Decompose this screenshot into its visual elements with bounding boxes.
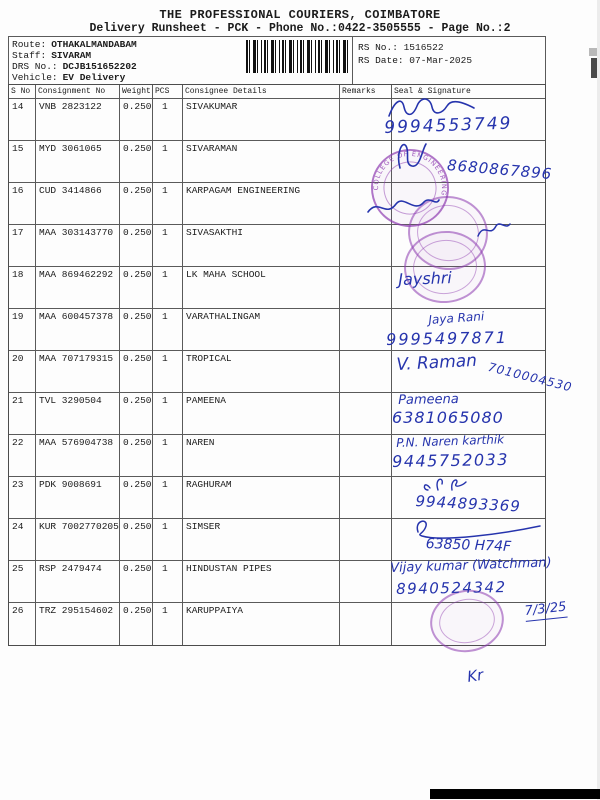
signature-scribble xyxy=(420,476,468,494)
handwritten-name: Jaya Rani xyxy=(428,309,485,327)
cell-weight: 0.250 xyxy=(120,603,153,645)
signature-scribble xyxy=(392,138,432,172)
doc-subtitle: Delivery Runsheet - PCK - Phone No.:0422-3505555 - Page No.:2 xyxy=(89,22,511,35)
handwritten-name: V. Raman xyxy=(396,350,478,375)
cell-consignee: HINDUSTAN PIPES xyxy=(183,561,340,602)
cell-pcs: 1 xyxy=(153,309,183,350)
cell-sno: 15 xyxy=(9,141,36,182)
cell-consignee: SIVAKUMAR xyxy=(183,99,340,140)
route-value: OTHAKALMANDABAM xyxy=(51,39,137,50)
info-box-right-border xyxy=(545,36,546,84)
handwritten-phone: 9445752033 xyxy=(392,449,510,471)
col-remarks: Remarks xyxy=(340,85,392,98)
drs-label: DRS No.: xyxy=(12,61,58,72)
cell-pcs: 1 xyxy=(153,351,183,392)
cell-remarks xyxy=(340,309,392,350)
cell-consignee: VARATHALINGAM xyxy=(183,309,340,350)
cell-remarks xyxy=(340,561,392,602)
cell-pcs: 1 xyxy=(153,477,183,518)
handwritten-phone: 8940524342 xyxy=(396,578,507,598)
col-seal: Seal & Signature xyxy=(394,87,471,96)
cell-consignment: VNB 2823122 xyxy=(36,99,120,140)
handwritten-initials: Kr xyxy=(466,665,485,686)
handwritten-phone: 9994553749 xyxy=(384,113,513,138)
handwritten-phone: 6381065080 xyxy=(392,408,504,427)
doc-title: THE PROFESSIONAL COURIERS, COIMBATORE xyxy=(159,8,441,22)
cell-pcs: 1 xyxy=(153,225,183,266)
cell-pcs: 1 xyxy=(153,603,183,645)
cell-consignment: KUR 7002770205 xyxy=(36,519,120,560)
col-sno: S No xyxy=(9,85,36,98)
handwritten-date: 7/3/25 xyxy=(524,600,567,622)
cell-consignee: NAREN xyxy=(183,435,340,476)
route-label: Route: xyxy=(12,39,47,50)
cell-sno: 21 xyxy=(9,393,36,434)
handwritten-code: 63850 H74F xyxy=(425,536,512,555)
cell-consignment: MAA 707179315 xyxy=(36,351,120,392)
barcode xyxy=(246,40,350,73)
cell-sno: 22 xyxy=(9,435,36,476)
staff-field xyxy=(12,50,91,61)
handwritten-phone: 9995497871 xyxy=(386,327,509,349)
cell-pcs: 1 xyxy=(153,561,183,602)
cell-weight: 0.250 xyxy=(120,225,153,266)
cell-weight: 0.250 xyxy=(120,99,153,140)
scan-artifact-bar xyxy=(430,789,600,799)
cell-consignee: PAMEENA xyxy=(183,393,340,434)
cell-pcs: 1 xyxy=(153,183,183,224)
cell-consignee: KARUPPAIYA xyxy=(183,603,340,645)
cell-sno: 24 xyxy=(9,519,36,560)
col-pcs: PCS xyxy=(153,85,183,98)
handwritten-name: Vijay kumar (Watchman) xyxy=(390,555,552,576)
cell-pcs: 1 xyxy=(153,435,183,476)
signature-scribble xyxy=(476,220,514,240)
cell-pcs: 1 xyxy=(153,99,183,140)
handwritten-phone: 8680867896 xyxy=(446,156,554,184)
signature-scribble xyxy=(366,192,442,220)
cell-consignee: TROPICAL xyxy=(183,351,340,392)
cell-consignment: RSP 2479474 xyxy=(36,561,120,602)
cell-sno: 18 xyxy=(9,267,36,308)
cell-weight: 0.250 xyxy=(120,561,153,602)
cell-consignment: MAA 576904738 xyxy=(36,435,120,476)
cell-consignment: TRZ 295154602 xyxy=(36,603,120,645)
cell-weight: 0.250 xyxy=(120,183,153,224)
cell-consignment: MAA 869462292 xyxy=(36,267,120,308)
handwritten-phone: 9944893369 xyxy=(415,492,522,516)
cell-remarks xyxy=(340,351,392,392)
cell-weight: 0.250 xyxy=(120,519,153,560)
rs-date: RS Date: 07-Mar-2025 xyxy=(358,55,473,66)
handwritten-name: Jayshri xyxy=(398,268,453,289)
cell-consignee: SIVASAKTHI xyxy=(183,225,340,266)
drs-value: DCJB151652202 xyxy=(62,61,137,72)
handwritten-name: P.N. Naren karthik xyxy=(396,432,505,450)
col-consignment: Consignment No xyxy=(36,85,120,98)
cell-weight: 0.250 xyxy=(120,351,153,392)
cell-sno: 16 xyxy=(9,183,36,224)
info-box-left-border xyxy=(8,36,9,84)
cell-remarks xyxy=(340,603,392,645)
cell-weight: 0.250 xyxy=(120,435,153,476)
cell-sno: 20 xyxy=(9,351,36,392)
cell-weight: 0.250 xyxy=(120,141,153,182)
cell-sno: 26 xyxy=(9,603,36,645)
cell-remarks xyxy=(340,435,392,476)
drs-field xyxy=(12,61,137,72)
cell-consignee: SIMSER xyxy=(183,519,340,560)
cell-pcs: 1 xyxy=(153,393,183,434)
cell-consignee: SIVARAMAN xyxy=(183,141,340,182)
cell-remarks xyxy=(340,519,392,560)
cell-sno: 23 xyxy=(9,477,36,518)
cell-consignment: MYD 3061065 xyxy=(36,141,120,182)
cell-consignment: CUD 3414866 xyxy=(36,183,120,224)
cell-remarks xyxy=(340,393,392,434)
cell-sno: 17 xyxy=(9,225,36,266)
cell-consignment: PDK 9008691 xyxy=(36,477,120,518)
cell-consignee: KARPAGAM ENGINEERING xyxy=(183,183,340,224)
cell-consignment: MAA 303143770 xyxy=(36,225,120,266)
cell-sno: 14 xyxy=(9,99,36,140)
col-weight: Weight xyxy=(120,85,153,98)
cell-sno: 19 xyxy=(9,309,36,350)
handwritten-phone: 7010004530 xyxy=(486,360,574,395)
cell-remarks xyxy=(340,477,392,518)
cell-remarks xyxy=(340,267,392,308)
vehicle-value: EV Delivery xyxy=(62,72,126,83)
info-box-divider xyxy=(352,36,353,84)
handwritten-name: Pameena xyxy=(398,391,459,408)
header-divider xyxy=(8,36,546,37)
vehicle-label: Vehicle: xyxy=(12,72,58,83)
cell-sno: 25 xyxy=(9,561,36,602)
cell-pcs: 1 xyxy=(153,519,183,560)
cell-consignee: LK MAHA SCHOOL xyxy=(183,267,340,308)
vehicle-field xyxy=(12,72,125,83)
staff-label: Staff: xyxy=(12,50,47,61)
col-consignee: Consignee Details xyxy=(183,85,340,98)
cell-consignment: MAA 600457378 xyxy=(36,309,120,350)
cell-weight: 0.250 xyxy=(120,393,153,434)
cell-pcs: 1 xyxy=(153,141,183,182)
cell-consignee: RAGHURAM xyxy=(183,477,340,518)
cell-consignment: TVL 3290504 xyxy=(36,393,120,434)
staff-value: SIVARAM xyxy=(51,50,92,61)
rs-no: RS No.: 1516522 xyxy=(358,42,444,53)
cell-weight: 0.250 xyxy=(120,309,153,350)
stamp-arc-text: COLLEGE OF ENGINEERING xyxy=(371,149,449,197)
cell-pcs: 1 xyxy=(153,267,183,308)
cell-weight: 0.250 xyxy=(120,267,153,308)
cell-weight: 0.250 xyxy=(120,477,153,518)
route-field xyxy=(12,39,137,50)
